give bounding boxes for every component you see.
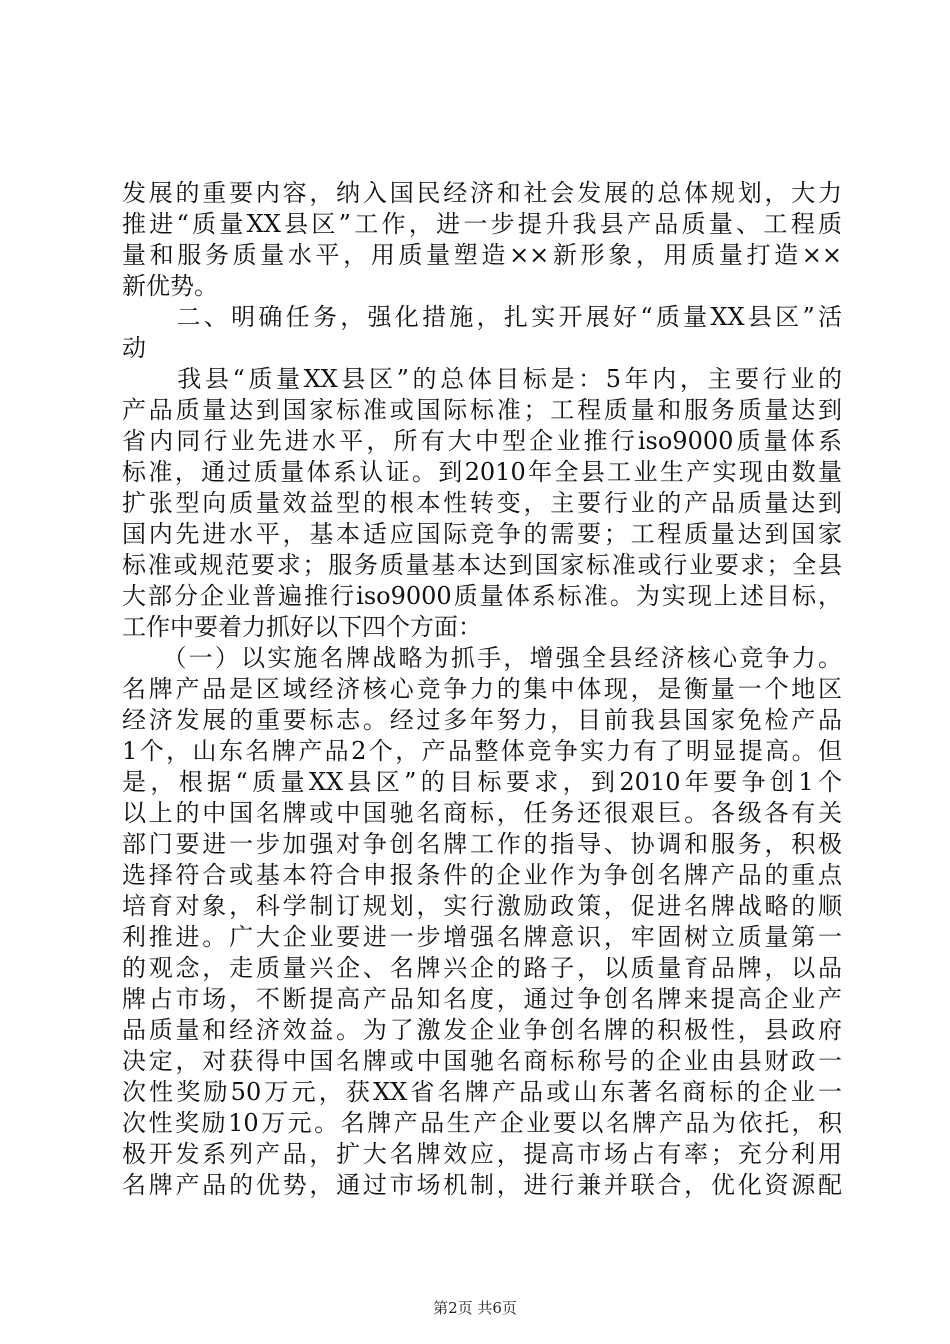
text-line: 的观念，走质量兴企、名牌兴企的路子，以质量育品牌，以品 [122,954,842,982]
text-line: 标准或规范要求；服务质量基本达到国家标准或行业要求；全县 [122,551,842,579]
text-line: 品质量和经济效益。为了激发企业争创名牌的积极性，县政府 [122,1016,842,1044]
text-line: 产品质量达到国家标准或国际标准；工程质量和服务质量达到 [122,396,842,424]
text-line: 培育对象，科学制订规划，实行激励政策，促进名牌战略的顺 [122,892,842,920]
text-line: 利推进。广大企业要进一步增强名牌意识，牢固树立质量第一 [122,923,842,951]
text-line: 以上的中国名牌或中国驰名商标，任务还很艰巨。各级各有关 [122,799,842,827]
text-line: 国内先进水平，基本适应国际竞争的需要；工程质量达到国家 [122,520,842,548]
text-line: 决定，对获得中国名牌或中国驰名商标称号的企业由县财政一 [122,1047,842,1075]
text-line: 扩张型向质量效益型的根本性转变，主要行业的产品质量达到 [122,489,842,517]
text-line: 工作中要着力抓好以下四个方面： [122,613,482,641]
text-line: 标准，通过质量体系认证。到2010年全县工业生产实现由数量 [122,458,842,486]
text-line: 发展的重要内容，纳入国民经济和社会发展的总体规划，大力 [122,179,842,207]
text-line: 新优势。 [122,272,218,300]
page-footer: 第2页 共6页 [433,1299,517,1317]
text-line: 动 [122,334,146,362]
text-line: 是，根据“质量XX县区”的目标要求，到2010年要争创1个 [122,768,842,796]
text-line: 次性奖励10万元。名牌产品生产企业要以名牌产品为依托，积 [122,1109,842,1137]
text-line: 省内同行业先进水平，所有大中型企业推行iso9000质量体系 [122,427,842,455]
text-line: （一）以实施名牌战略为抓手，增强全县经济核心竞争力。 [122,644,842,672]
text-line: 量和服务质量水平，用质量塑造××新形象，用质量打造×× [122,241,842,269]
text-line: 名牌产品是区域经济核心竞争力的集中体现，是衡量一个地区 [122,675,842,703]
text-line: 我县“质量XX县区”的总体目标是：5年内，主要行业的 [122,365,842,393]
text-line: 1个，山东名牌产品2个，产品整体竞争实力有了明显提高。但 [122,737,842,765]
text-line: 名牌产品的优势，通过市场机制，进行兼并联合，优化资源配 [122,1171,842,1199]
text-line: 选择符合或基本符合申报条件的企业作为争创名牌产品的重点 [122,861,842,889]
text-line: 经济发展的重要标志。经过多年努力，目前我县国家免检产品 [122,706,842,734]
document-body [122,178,842,1201]
text-line: 次性奖励50万元，获XX省名牌产品或山东著名商标的企业一 [122,1078,842,1106]
text-line: 牌占市场，不断提高产品知名度，通过争创名牌来提高企业产 [122,985,842,1013]
text-line: 推进“质量XX县区”工作，进一步提升我县产品质量、工程质 [122,210,842,238]
text-line: 部门要进一步加强对争创名牌工作的指导、协调和服务，积极 [122,830,842,858]
text-line: 大部分企业普遍推行iso9000质量体系标准。为实现上述目标， [122,582,842,610]
text-line: 极开发系列产品，扩大名牌效应，提高市场占有率；充分利用 [122,1140,842,1168]
text-line: 二、明确任务，强化措施，扎实开展好“质量XX县区”活 [122,303,842,331]
